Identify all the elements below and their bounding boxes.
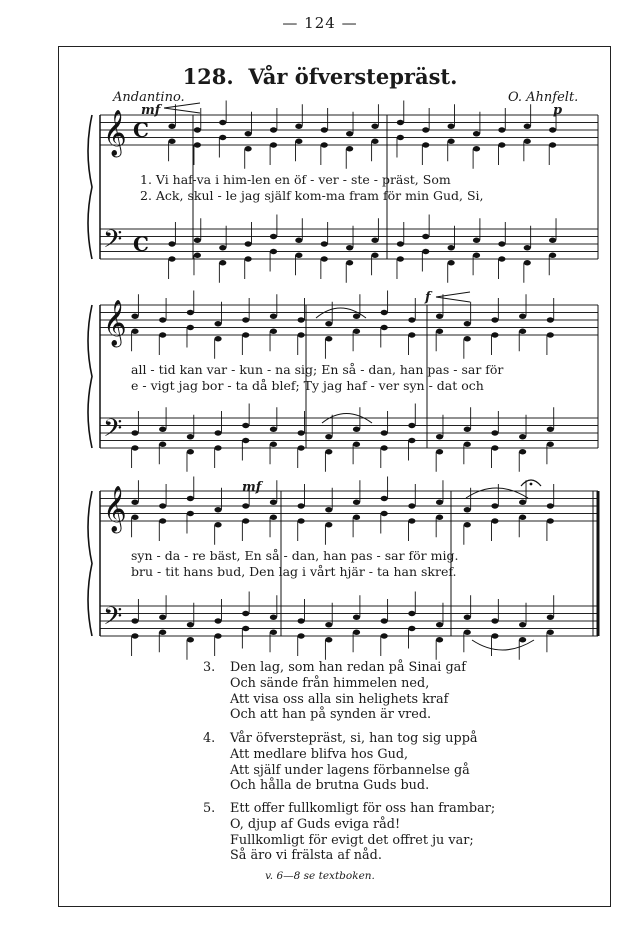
note-head — [549, 142, 556, 147]
note-head — [524, 260, 531, 265]
note-head — [219, 135, 226, 140]
note-head — [381, 445, 388, 450]
note-head — [187, 325, 194, 330]
note-head — [168, 241, 175, 246]
stanza-line: Och att han på synden är vred. — [230, 707, 432, 723]
note-head — [219, 120, 226, 125]
treble-clef: 𝄞 — [103, 300, 127, 346]
note-head — [524, 245, 531, 250]
note-head — [436, 622, 443, 627]
lyrics-s2-v2: e - vigt jag bor - ta då blef; Ty jag haf - ver syn - dat och — [131, 378, 484, 393]
note-head — [214, 507, 221, 512]
hymn-number: 128. — [182, 64, 234, 89]
note-head — [346, 131, 353, 136]
note-head — [491, 633, 498, 638]
dynamic-mf-2: mf — [242, 480, 262, 495]
note-head — [371, 124, 378, 129]
note-head — [214, 618, 221, 623]
stanza-line: Och sände från himmelen ned, — [230, 675, 430, 691]
note-head — [473, 146, 480, 151]
stanza-number: 3. — [203, 660, 216, 675]
lyrics-s3-v1: syn - da - re bäst, En så - dan, han pas - sar för mig. — [131, 548, 459, 563]
note-head — [498, 241, 505, 246]
stanza-line: Att själf under lagens förbannelse gå — [230, 762, 470, 778]
note-head — [242, 423, 249, 428]
slur — [466, 488, 528, 498]
note-head — [436, 434, 443, 439]
note-head — [371, 139, 378, 144]
note-head — [346, 245, 353, 250]
note-head — [298, 445, 305, 450]
note-head — [159, 630, 166, 635]
note-head — [381, 310, 388, 315]
note-head — [519, 449, 526, 454]
note-head — [187, 511, 194, 516]
note-head — [298, 518, 305, 523]
note-head — [159, 503, 166, 508]
note-head — [422, 234, 429, 239]
stanza-line: Ett offer fullkomligt för oss han frambar; — [230, 801, 496, 816]
note-head — [464, 615, 471, 620]
note-head — [498, 127, 505, 132]
note-head — [325, 622, 332, 627]
note-head — [242, 626, 249, 631]
note-head — [187, 496, 194, 501]
lyrics-s3-v2: bru - tit hans bud, Den lag i vårt hjär - ta han skref. — [131, 564, 457, 579]
note-head — [491, 503, 498, 508]
note-head — [397, 120, 404, 125]
lyrics-s1-v2: 2. Ack, skul - le jag själf kom-ma fram för min Gud, Si, — [140, 188, 484, 203]
bass-clef: 𝄢 — [103, 602, 123, 637]
note-head — [270, 329, 277, 334]
lyrics-s2-v1: all - tid kan var - kun - na sig; En så - dan, han pas - sar för — [131, 362, 504, 377]
note-head — [547, 630, 554, 635]
note-head — [422, 127, 429, 132]
note-head — [270, 142, 277, 147]
dynamic-f: f — [425, 290, 431, 305]
note-head — [353, 630, 360, 635]
note-head — [194, 142, 201, 147]
note-head — [524, 124, 531, 129]
note-head — [159, 442, 166, 447]
note-head — [464, 630, 471, 635]
note-head — [295, 253, 302, 258]
note-head — [464, 427, 471, 432]
note-head — [519, 329, 526, 334]
bass-clef: 𝄢 — [103, 414, 123, 449]
note-head — [325, 449, 332, 454]
note-head — [321, 127, 328, 132]
note-head — [353, 615, 360, 620]
note-head — [448, 245, 455, 250]
page-number: — 124 — — [282, 14, 358, 32]
note-head — [270, 427, 277, 432]
note-head — [214, 430, 221, 435]
note-head — [549, 238, 556, 243]
note-head — [408, 332, 415, 337]
note-head — [371, 253, 378, 258]
note-head — [159, 518, 166, 523]
note-head — [519, 622, 526, 627]
stanza-line: Den lag, som han redan på Sinai gaf — [230, 660, 467, 675]
note-head — [408, 423, 415, 428]
note-head — [547, 503, 554, 508]
note-head — [325, 522, 332, 527]
note-head — [295, 238, 302, 243]
note-head — [381, 430, 388, 435]
note-head — [270, 630, 277, 635]
note-head — [353, 427, 360, 432]
note-head — [131, 500, 138, 505]
note-head — [159, 332, 166, 337]
note-head — [325, 434, 332, 439]
stanza-line: Och hålla de brutna Guds bud. — [230, 778, 430, 794]
note-head — [473, 131, 480, 136]
brace — [88, 491, 92, 636]
note-head — [242, 503, 249, 508]
note-head — [270, 615, 277, 620]
note-head — [519, 515, 526, 520]
note-head — [325, 321, 332, 326]
note-head — [353, 329, 360, 334]
fermata-dot — [530, 483, 533, 486]
stanza-line: Fullkomligt för evigt det offret ju var; — [230, 832, 474, 848]
note-head — [346, 260, 353, 265]
note-head — [448, 139, 455, 144]
note-head — [298, 633, 305, 638]
note-head — [381, 618, 388, 623]
note-head — [498, 256, 505, 261]
note-head — [187, 449, 194, 454]
note-head — [295, 124, 302, 129]
note-head — [397, 135, 404, 140]
note-head — [436, 329, 443, 334]
crescendo-hairpin — [164, 103, 200, 113]
note-head — [270, 234, 277, 239]
stanza-line: Att medlare blifva hos Gud, — [230, 746, 409, 762]
stanza-number: 5. — [203, 801, 216, 816]
note-head — [245, 146, 252, 151]
note-head — [131, 445, 138, 450]
note-head — [245, 241, 252, 246]
note-head — [131, 515, 138, 520]
note-head — [298, 618, 305, 623]
footnote: v. 6—8 se textboken. — [265, 870, 375, 882]
note-head — [547, 442, 554, 447]
time-signature: C — [133, 232, 149, 256]
note-head — [436, 637, 443, 642]
note-head — [245, 256, 252, 261]
note-head — [491, 430, 498, 435]
note-head — [187, 637, 194, 642]
note-head — [187, 310, 194, 315]
note-head — [242, 518, 249, 523]
note-head — [270, 249, 277, 254]
note-head — [491, 618, 498, 623]
note-head — [436, 314, 443, 319]
note-head — [381, 325, 388, 330]
stanza-number: 4. — [203, 731, 216, 746]
note-head — [491, 317, 498, 322]
note-head — [547, 317, 554, 322]
note-head — [270, 127, 277, 132]
crescendo-hairpin — [436, 292, 470, 302]
note-head — [187, 434, 194, 439]
brace — [88, 305, 92, 448]
note-head — [436, 515, 443, 520]
note-head — [214, 633, 221, 638]
note-head — [214, 336, 221, 341]
note-head — [242, 611, 249, 616]
note-head — [214, 522, 221, 527]
note-head — [346, 146, 353, 151]
note-head — [131, 633, 138, 638]
note-head — [270, 442, 277, 447]
note-head — [519, 314, 526, 319]
note-head — [408, 626, 415, 631]
note-head — [519, 500, 526, 505]
tempo-marking: Andantino. — [113, 90, 185, 105]
note-head — [353, 314, 360, 319]
note-head — [242, 438, 249, 443]
note-head — [187, 622, 194, 627]
note-head — [464, 442, 471, 447]
dynamic-mf-1: mf — [141, 103, 161, 118]
brace — [88, 115, 92, 259]
note-head — [491, 518, 498, 523]
note-head — [298, 503, 305, 508]
note-head — [547, 427, 554, 432]
note-head — [397, 256, 404, 261]
note-head — [270, 314, 277, 319]
note-head — [549, 127, 556, 132]
note-head — [131, 618, 138, 623]
note-head — [325, 637, 332, 642]
note-head — [298, 317, 305, 322]
note-head — [491, 332, 498, 337]
stanza-line: Vår öfverstepräst, si, han tog sig uppå — [230, 731, 478, 746]
note-head — [168, 139, 175, 144]
note-head — [408, 518, 415, 523]
note-head — [547, 518, 554, 523]
note-head — [464, 321, 471, 326]
note-head — [321, 241, 328, 246]
note-head — [194, 127, 201, 132]
treble-clef: 𝄞 — [103, 110, 127, 156]
note-head — [408, 317, 415, 322]
note-head — [353, 442, 360, 447]
note-head — [422, 142, 429, 147]
note-head — [381, 633, 388, 638]
note-head — [194, 238, 201, 243]
note-head — [219, 245, 226, 250]
note-head — [408, 611, 415, 616]
note-head — [448, 260, 455, 265]
note-head — [321, 142, 328, 147]
note-head — [325, 336, 332, 341]
stanza-line: O, djup af Guds eviga råd! — [230, 816, 401, 832]
note-head — [131, 329, 138, 334]
note-head — [325, 507, 332, 512]
time-signature: C — [133, 118, 149, 142]
note-head — [408, 503, 415, 508]
note-head — [519, 434, 526, 439]
hymn-title-text: Vår öfverstepräst. — [248, 64, 458, 89]
note-head — [519, 637, 526, 642]
bass-clef: 𝄢 — [103, 225, 123, 260]
note-head — [408, 438, 415, 443]
note-head — [219, 260, 226, 265]
note-head — [298, 430, 305, 435]
treble-clef: 𝄞 — [103, 486, 127, 532]
note-head — [242, 332, 249, 337]
note-head — [168, 124, 175, 129]
note-head — [422, 249, 429, 254]
note-head — [321, 256, 328, 261]
note-head — [491, 445, 498, 450]
note-head — [194, 253, 201, 258]
note-head — [168, 256, 175, 261]
note-head — [448, 124, 455, 129]
note-head — [473, 253, 480, 258]
stanza-line: Att visa oss alla sin helighets kraf — [230, 691, 449, 707]
note-head — [547, 615, 554, 620]
note-head — [549, 253, 556, 258]
note-head — [131, 314, 138, 319]
note-head — [464, 336, 471, 341]
note-head — [159, 615, 166, 620]
note-head — [353, 515, 360, 520]
note-head — [159, 427, 166, 432]
note-head — [270, 500, 277, 505]
note-head — [242, 317, 249, 322]
note-head — [298, 332, 305, 337]
lyrics-s1-v1: 1. Vi haf-va i him-len en öf - ver - ste - präst, Som — [140, 172, 451, 187]
note-head — [214, 445, 221, 450]
note-head — [397, 241, 404, 246]
note-head — [464, 522, 471, 527]
note-head — [159, 317, 166, 322]
note-head — [353, 500, 360, 505]
note-head — [473, 238, 480, 243]
note-head — [295, 139, 302, 144]
note-head — [498, 142, 505, 147]
dynamic-p: p — [553, 103, 563, 118]
note-head — [436, 449, 443, 454]
note-head — [214, 321, 221, 326]
note-head — [436, 500, 443, 505]
note-head — [131, 430, 138, 435]
note-head — [381, 496, 388, 501]
note-head — [381, 511, 388, 516]
stanza-line: Så äro vi frälsta af nåd. — [230, 848, 382, 864]
composer: O. Ahnfelt. — [508, 90, 579, 105]
note-head — [464, 507, 471, 512]
note-head — [371, 238, 378, 243]
note-head — [547, 332, 554, 337]
note-head — [245, 131, 252, 136]
note-head — [270, 515, 277, 520]
note-head — [524, 139, 531, 144]
